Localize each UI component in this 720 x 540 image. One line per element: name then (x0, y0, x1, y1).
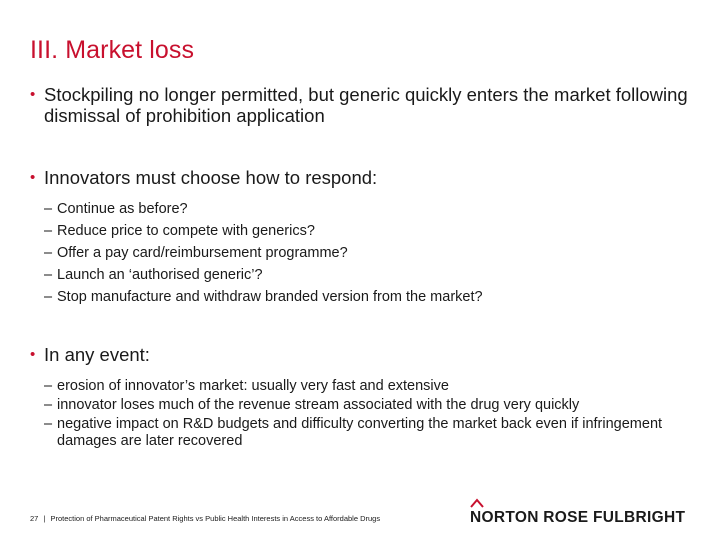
bullet-icon: • (30, 169, 36, 186)
bullet-icon: • (30, 86, 36, 103)
list-item: – Offer a pay card/reimbursement programme? (44, 245, 348, 261)
slide-footer (30, 514, 380, 523)
dash-icon: – (44, 378, 53, 394)
bullet-text: Innovators must choose how to respond: (44, 167, 378, 188)
respond-options-list (44, 201, 694, 311)
list-item: – erosion of innovator’s market: usually very fast and extensive (44, 378, 449, 394)
dash-icon: – (44, 267, 53, 283)
bullet-stockpiling (30, 84, 704, 126)
list-item: – negative impact on R&D budgets and difficulty converting the market back even if infringement damages are later recovered (44, 416, 663, 449)
footer-separator: | (43, 514, 46, 523)
bullet-text: In any event: (44, 344, 150, 365)
bullet-in-any-event (30, 344, 704, 365)
dash-icon: – (44, 289, 53, 305)
list-item: – Reduce price to compete with generics? (44, 223, 315, 239)
list-item: – Stop manufacture and withdraw branded version from the market? (44, 289, 483, 305)
logo-text: NORTON ROSE FULBRIGHT (470, 509, 686, 526)
list-item: – Launch an ‘authorised generic’? (44, 267, 263, 283)
list-item: – innovator loses much of the revenue stream associated with the drug very quickly (44, 397, 580, 413)
dash-icon: – (44, 223, 53, 239)
company-logo (470, 506, 720, 528)
list-item: – Continue as before? (44, 201, 188, 217)
dash-icon: – (44, 416, 53, 432)
page-number: 27 (30, 514, 39, 523)
bullet-innovators (30, 167, 704, 188)
dash-icon: – (44, 397, 53, 413)
slide-title: III. Market loss (30, 36, 195, 64)
bullet-text: Stockpiling no longer permitted, but generic quickly enters the market following dismissal of prohibition application (44, 84, 688, 126)
bullet-icon: • (30, 346, 36, 363)
logo-chevron-icon (470, 498, 484, 508)
footer-text: Protection of Pharmaceutical Patent Rights vs Public Health Interests in Access to Affordable Drugs (50, 514, 381, 523)
dash-icon: – (44, 245, 53, 261)
event-consequences-list (44, 378, 694, 455)
dash-icon: – (44, 201, 53, 217)
